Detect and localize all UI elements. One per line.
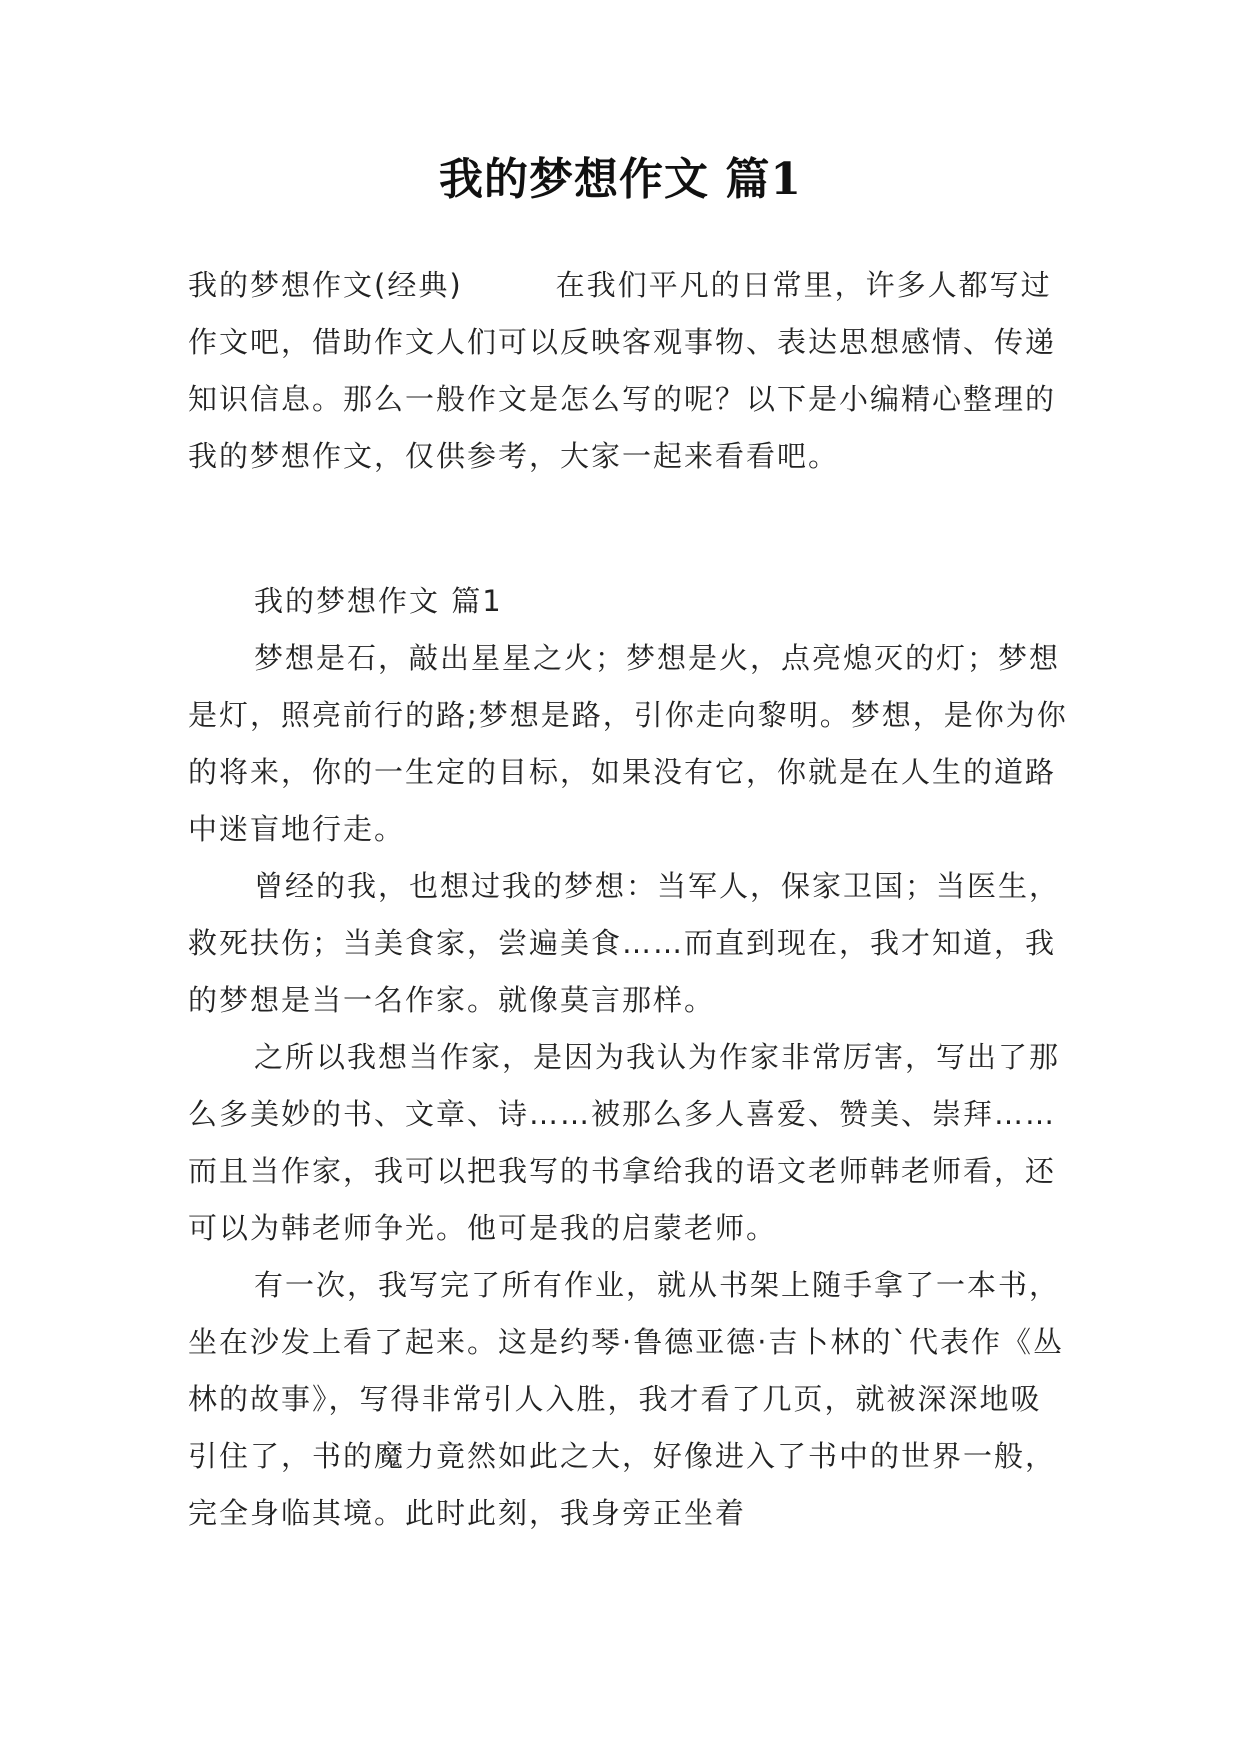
- body-paragraph: 曾经的我，也想过我的梦想：当军人，保家卫国；当医生，救死扶伤；当美食家，尝遍美食……而直到现在，我才知道，我的梦想是当一名作家。就像莫言那样。: [188, 869, 1061, 1017]
- body-paragraph: 之所以我想当作家，是因为我认为作家非常厉害，写出了那么多美妙的书、文章、诗……被那么多人喜爱、赞美、崇拜……而且当作家，我可以把我写的书拿给我的语文老师韩老师看，还可以为韩老师争光。他可是我的启蒙老师。: [188, 1040, 1061, 1245]
- body-paragraph: 有一次，我写完了所有作业，就从书架上随手拿了一本书，坐在沙发上看了起来。这是约琴·鲁德亚德·吉卜林的`代表作《丛林的故事》，写得非常引人入胜，我才看了几页，就被深深地吸引住了，书的魔力竟然如此之大，好像进入了书中的世界一般，完全身临其境。此时此刻，我身旁正坐着: [188, 1268, 1064, 1530]
- article-body: [188, 573, 1068, 1542]
- intro-block: [188, 257, 1068, 485]
- intro-paragraph: 我的梦想作文(经典) 在我们平凡的日常里，许多人都写过作文吧，借助作文人们可以反映客观事物、表达思想感情、传递知识信息。那么一般作文是怎么写的呢？以下是小编精心整理的我的梦想作文，仅供参考，大家一起来看看吧。: [188, 268, 1057, 473]
- section-heading: 我的梦想作文 篇1: [254, 584, 503, 618]
- document-title: 我的梦想作文 篇1: [439, 154, 802, 205]
- body-paragraph: 梦想是石，敲出星星之火；梦想是火，点亮熄灭的灯；梦想是灯，照亮前行的路;梦想是路，引你走向黎明。梦想，是你为你的将来，你的一生定的目标，如果没有它，你就是在人生的道路中迷盲地行走。: [188, 641, 1068, 846]
